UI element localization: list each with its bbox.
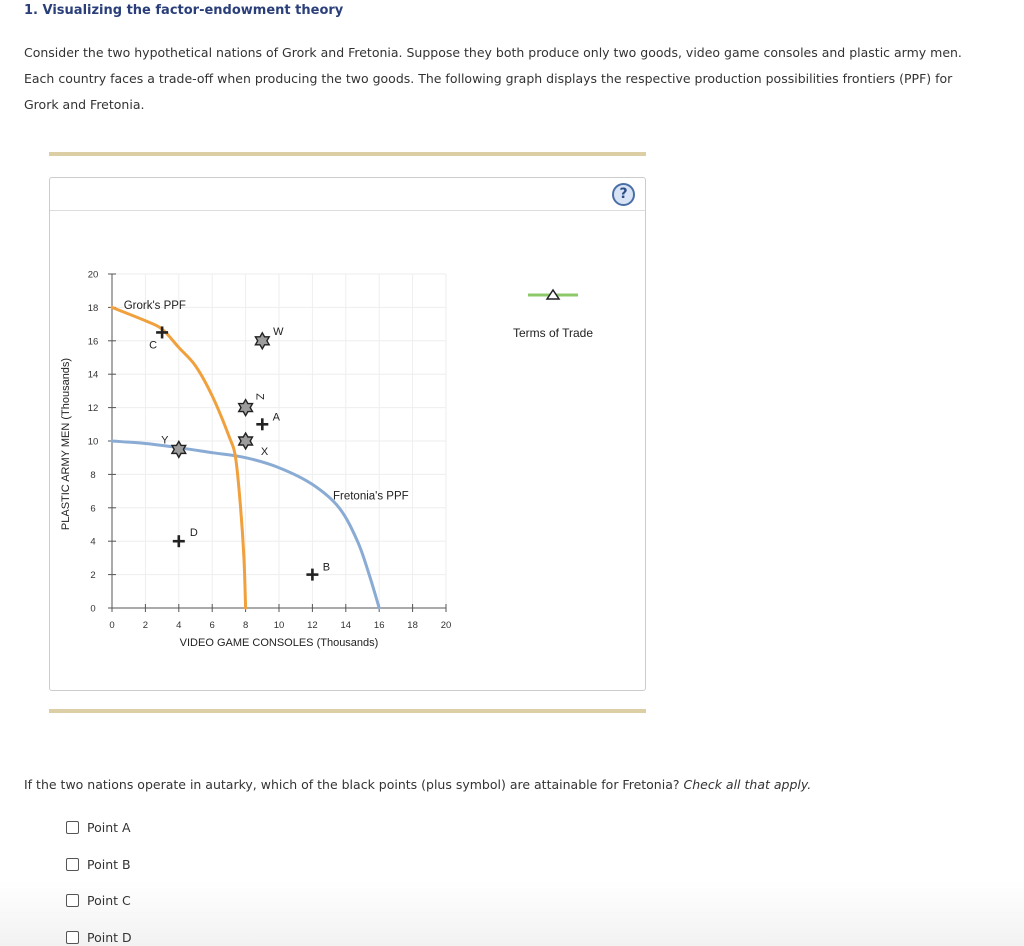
y-axis-label: PLASTIC ARMY MEN (Thousands)	[60, 357, 72, 531]
point-z-label: Z	[253, 393, 266, 400]
y-tick-label: 16	[87, 336, 99, 348]
option-point-c-label: Point C	[87, 893, 131, 908]
question-prompt	[24, 777, 811, 792]
help-icon[interactable]: ?	[612, 183, 635, 206]
page-bottom-fade	[0, 880, 1024, 946]
question-title: 1. Visualizing the factor-endowment theory	[24, 3, 344, 18]
point-d-label: D	[189, 527, 198, 540]
x-tick-label: 12	[307, 620, 318, 631]
point-b-label: B	[322, 561, 331, 574]
option-point-b-label: Point B	[87, 857, 131, 872]
checkbox-point-b[interactable]	[66, 858, 79, 871]
point-a-label: A	[272, 411, 280, 424]
point-x-star[interactable]	[239, 433, 253, 449]
chart-axes	[88, 270, 452, 632]
point-w-star[interactable]	[255, 333, 269, 349]
question-paragraph: Consider the two hypothetical nations of Grork and Fretonia. Suppose they both produce only two goods, video game consoles and plastic army men. Each country faces a trade-off when producing the two goods. The following graph displays the respective production possibilities frontiers (PPF) for Grork and Fretonia.	[24, 45, 962, 112]
point-w-label: W	[273, 325, 284, 338]
option-point-b[interactable]	[66, 857, 131, 872]
chart-points[interactable]	[149, 326, 330, 581]
point-z-star[interactable]	[239, 400, 253, 416]
question-prompt-text: If the two nations operate in autarky, which of the black points (plus symbol) are attainable for Fretonia?	[24, 777, 680, 792]
option-point-c[interactable]	[66, 893, 131, 908]
point-c-label: C	[149, 339, 158, 352]
question-prompt-emphasis: Check all that apply.	[683, 777, 812, 792]
point-y-label: Y	[161, 434, 169, 447]
x-tick-label: 6	[209, 620, 215, 631]
y-tick-label: 8	[90, 469, 96, 481]
y-tick-label: 6	[90, 503, 96, 515]
y-tick-label: 18	[87, 302, 99, 314]
grork-ppf-label: Grork's PPF	[123, 300, 186, 313]
checkbox-point-d[interactable]	[66, 931, 79, 944]
point-y-star[interactable]	[172, 441, 186, 457]
y-tick-label: 0	[90, 603, 96, 615]
y-tick-label: 2	[90, 570, 96, 582]
x-axis-label: VIDEO GAME CONSOLES (Thousands)	[179, 637, 379, 649]
checkbox-point-c[interactable]	[66, 894, 79, 907]
x-tick-label: 2	[142, 620, 149, 631]
x-tick-label: 18	[407, 620, 418, 631]
x-tick-label: 8	[242, 620, 249, 631]
y-tick-label: 10	[87, 436, 99, 448]
y-tick-label: 4	[90, 536, 96, 548]
bottom-divider	[49, 709, 646, 713]
x-tick-label: 0	[109, 620, 115, 631]
fretonia-ppf-label: Fretonia's PPF	[332, 490, 409, 503]
x-tick-label: 4	[176, 620, 182, 631]
x-tick-label: 20	[440, 620, 452, 631]
y-tick-label: 12	[87, 403, 99, 415]
y-tick-label: 14	[87, 369, 99, 381]
point-x-label: X	[260, 446, 269, 458]
option-point-a[interactable]	[66, 820, 131, 835]
x-tick-label: 10	[273, 620, 285, 631]
x-tick-label: 14	[340, 620, 352, 631]
option-point-d[interactable]	[66, 930, 132, 945]
y-tick-label: 20	[87, 269, 99, 281]
option-point-a-label: Point A	[87, 820, 131, 835]
checkbox-point-a[interactable]	[66, 821, 79, 834]
terms-of-trade-tool[interactable]	[513, 290, 593, 340]
x-tick-label: 16	[373, 620, 385, 631]
option-point-d-label: Point D	[87, 930, 132, 945]
terms-of-trade-label: Terms of Trade	[512, 326, 594, 340]
